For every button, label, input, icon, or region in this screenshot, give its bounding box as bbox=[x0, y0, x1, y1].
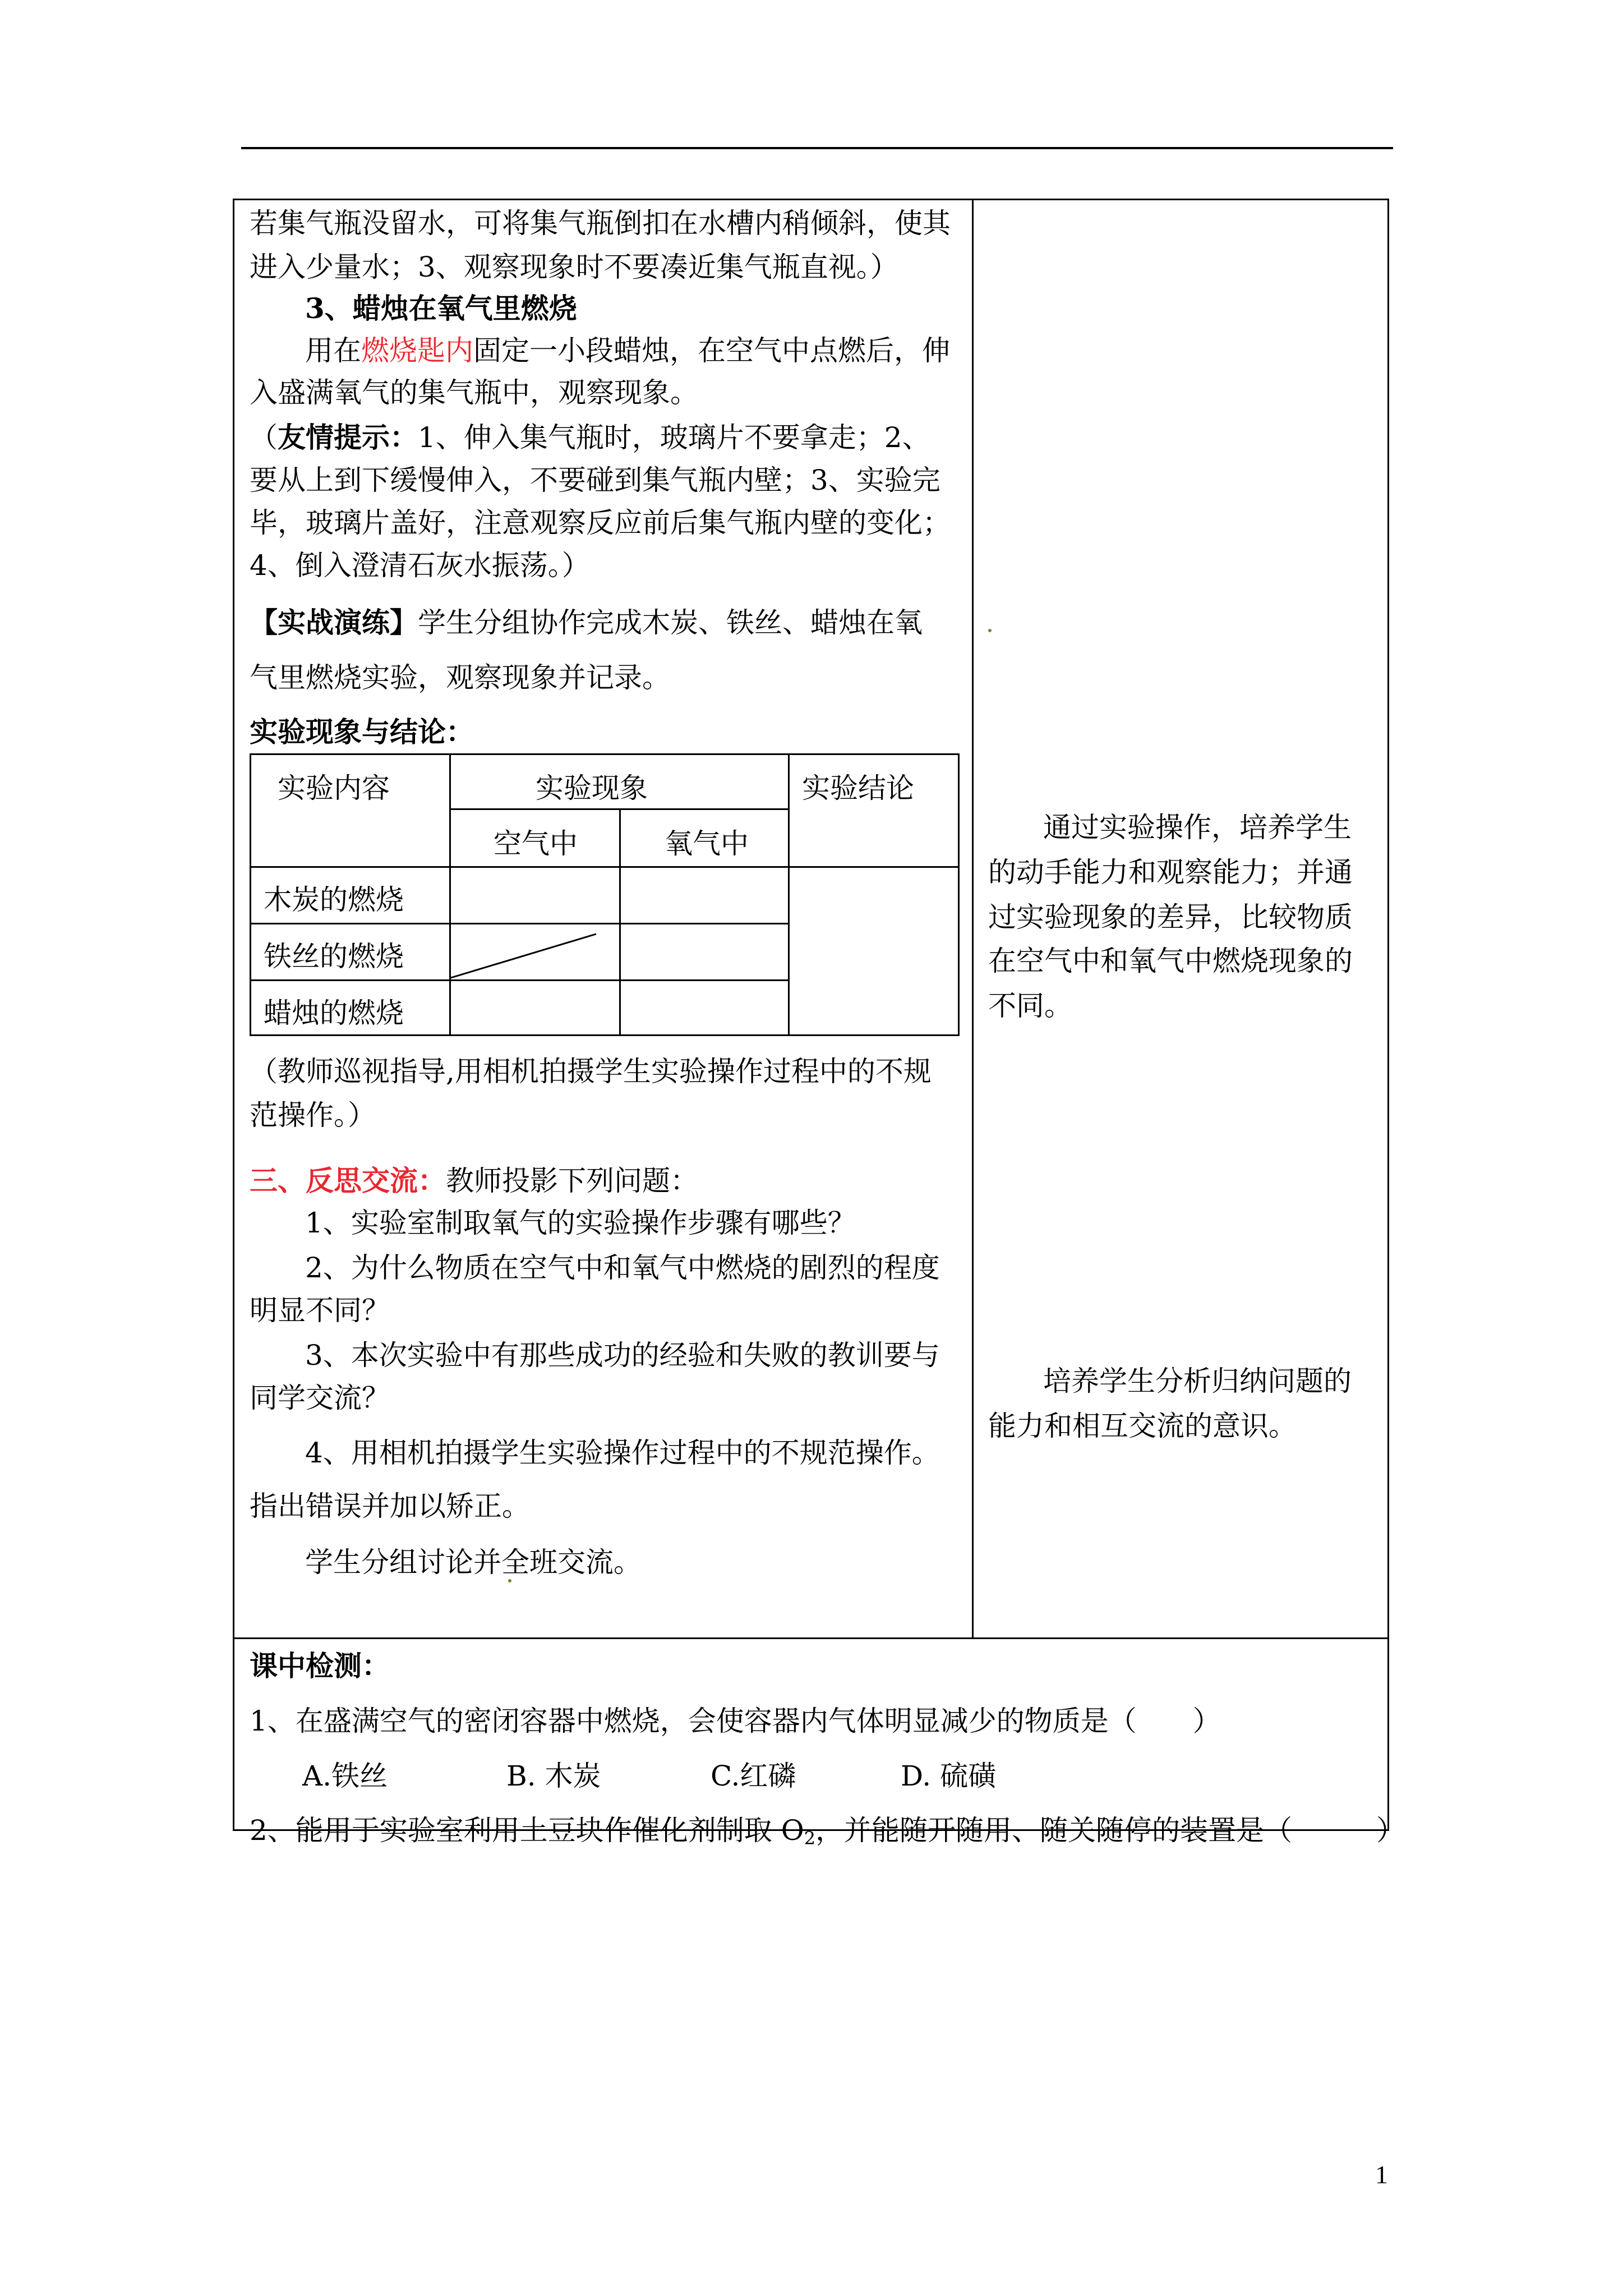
question-line: 同学交流？ bbox=[250, 1382, 390, 1414]
table-hline bbox=[449, 808, 790, 810]
empty-cell-slash bbox=[449, 923, 623, 982]
result-title: 实验现象与结论： bbox=[250, 715, 474, 748]
table-header-conclusion: 实验结论 bbox=[802, 772, 914, 804]
option-d: D. 硫磺 bbox=[901, 1760, 997, 1792]
text-line: 范操作。） bbox=[250, 1099, 376, 1131]
section-heading: 3、蜡烛在氧气里燃烧 bbox=[305, 292, 577, 325]
stray-dot bbox=[988, 629, 992, 632]
stray-dot bbox=[508, 1579, 511, 1582]
right-note-line: 培养学生分析归纳问题的 bbox=[1043, 1365, 1352, 1397]
table-header-air: 空气中 bbox=[494, 827, 578, 860]
table-row-label: 蜡烛的燃烧 bbox=[264, 997, 404, 1029]
right-note-line: 在空气中和氧气中燃烧现象的 bbox=[988, 945, 1353, 977]
discuss-line: 学生分组讨论并全班交流。 bbox=[305, 1546, 642, 1579]
table-row-label: 铁丝的燃烧 bbox=[264, 940, 404, 973]
text-line: 进入少量水；3、观察现象时不要凑近集气瓶直视。） bbox=[250, 251, 898, 283]
drill-line: 气里燃烧实验，观察现象并记录。 bbox=[250, 661, 670, 694]
option-a: A.铁丝 bbox=[302, 1760, 388, 1792]
drill-line: 【实战演练】学生分组协作完成木炭、铁丝、蜡烛在氧 bbox=[250, 606, 923, 639]
text-line: 若集气瓶没留水，可将集气瓶倒扣在水槽内稍倾斜，使其 bbox=[250, 207, 951, 240]
header-rule bbox=[241, 147, 1393, 149]
text-line: 入盛满氧气的集气瓶中，观察现象。 bbox=[250, 376, 698, 409]
column-divider bbox=[972, 199, 974, 1639]
section-divider bbox=[233, 1637, 1389, 1639]
tip-line: 毕，玻璃片盖好，注意观察反应前后集气瓶内壁的变化； bbox=[250, 507, 951, 539]
option-c: C.红磷 bbox=[711, 1760, 796, 1792]
test-title: 课中检测： bbox=[250, 1649, 390, 1682]
question-line: 1、实验室制取氧气的实验操作步骤有哪些？ bbox=[305, 1207, 856, 1239]
text-line: 用在燃烧匙内固定一小段蜡烛，在空气中点燃后，伸 bbox=[305, 334, 950, 367]
question-line: 指出错误并加以矫正。 bbox=[250, 1490, 530, 1522]
option-b: B. 木炭 bbox=[506, 1760, 601, 1792]
highlight-term: 燃烧匙内 bbox=[361, 334, 473, 367]
test-question-1: 1、在盛满空气的密闭容器中燃烧，会使容器内气体明显减少的物质是（ ） bbox=[250, 1705, 1221, 1737]
table-vline bbox=[619, 808, 621, 1036]
right-note-line: 能力和相互交流的意识。 bbox=[988, 1410, 1297, 1442]
right-note-line: 通过实验操作，培养学生 bbox=[1043, 811, 1352, 844]
table-header-oxygen: 氧气中 bbox=[665, 827, 749, 860]
tip-line: （友情提示：1、伸入集气瓶时，玻璃片不要拿走；2、 bbox=[250, 421, 930, 454]
tip-line: 要从上到下缓慢伸入，不要碰到集气瓶内壁；3、实验完 bbox=[250, 464, 940, 496]
question-line: 明显不同？ bbox=[250, 1294, 390, 1327]
table-hline bbox=[250, 866, 960, 868]
question-line: 3、本次实验中有那些成功的经验和失败的教训要与 bbox=[305, 1339, 940, 1372]
question-line: 2、为什么物质在空气中和氧气中燃烧的剧烈的程度 bbox=[305, 1251, 940, 1284]
right-note-line: 过实验现象的差异，比较物质 bbox=[988, 901, 1353, 933]
text-line: （教师巡视指导,用相机拍摄学生实验操作过程中的不规 bbox=[250, 1055, 932, 1088]
question-line: 4、用相机拍摄学生实验操作过程中的不规范操作。 bbox=[305, 1437, 940, 1469]
reflect-heading: 三、反思交流：教师投影下列问题： bbox=[250, 1164, 698, 1197]
table-header-phenomenon: 实验现象 bbox=[536, 772, 648, 804]
tip-line: 4、倒入澄清石灰水振荡。） bbox=[250, 549, 590, 582]
test-question-2: 2、能用于实验室利用土豆块作催化剂制取 $O_2$，并能随开随用、随关随停的装置是（ ） bbox=[250, 1814, 1405, 1849]
table-row-label: 木炭的燃烧 bbox=[264, 884, 404, 916]
table-vline bbox=[449, 753, 451, 1036]
table-vline bbox=[788, 753, 790, 1036]
table-header-content: 实验内容 bbox=[278, 772, 390, 804]
right-note-line: 不同。 bbox=[988, 990, 1072, 1022]
right-note-line: 的动手能力和观察能力；并通 bbox=[988, 856, 1353, 889]
page-number: 1 bbox=[1375, 2160, 1388, 2189]
